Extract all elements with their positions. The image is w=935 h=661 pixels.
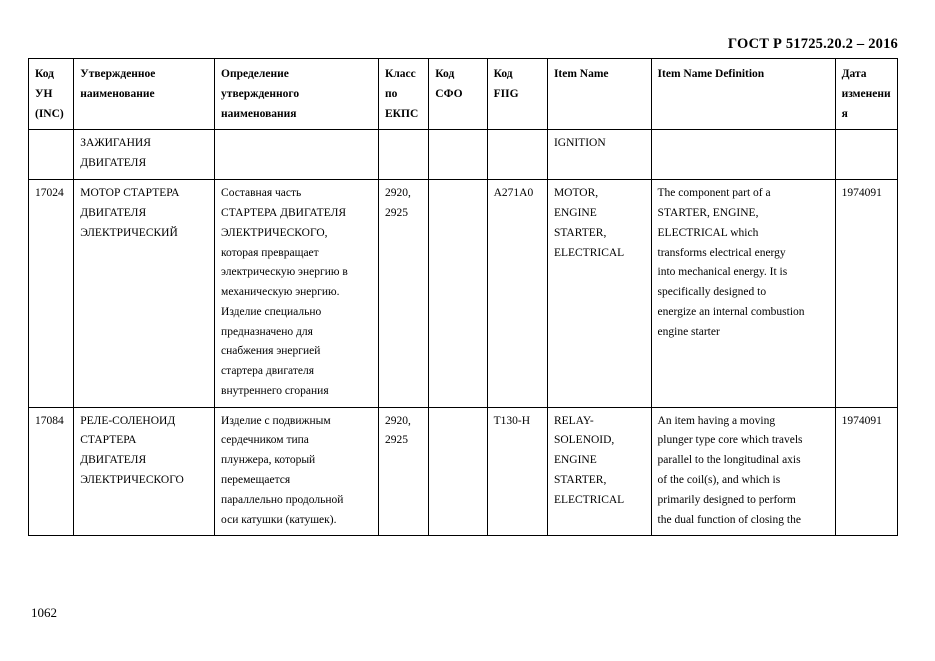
column-header-code <box>29 59 74 130</box>
cell-lines-1-change_date <box>842 184 892 204</box>
cell-text-line: СТАРТЕРА ДВИГАТЕЛЯ <box>221 207 347 220</box>
cell-text-line: MOTOR, <box>553 187 599 200</box>
column-header-line: Код <box>435 68 455 80</box>
cell-class-ekps <box>378 180 428 407</box>
cell-text-line: 2920, <box>384 187 411 200</box>
cell-text-line: 2925 <box>384 207 408 220</box>
column-header-line: по <box>384 87 398 100</box>
cell-lines-2-class_ekps <box>385 412 423 452</box>
cell-text-line: parallel to the longitudinal axis <box>657 454 801 467</box>
column-header-line: Код <box>35 68 55 80</box>
column-header-line: СФО <box>435 87 463 100</box>
cell-text-line: 1974091 <box>841 187 882 200</box>
cell-lines-2-item_name <box>554 412 646 511</box>
cell-text-line: СТАРТЕРА <box>80 434 137 447</box>
cell-lines-1-code <box>35 184 68 204</box>
cell-text-line: механическую энергию. <box>221 286 340 299</box>
cell-code-sfo <box>429 130 487 180</box>
cell-text-line: ENGINE <box>553 207 597 220</box>
column-header-change-date <box>835 59 897 130</box>
cell-text-line: ELECTRICAL <box>553 493 625 506</box>
cell-text-line: into mechanical energy. It is <box>657 266 788 279</box>
cell-text-line: 2920, <box>384 414 411 427</box>
column-header-line: УН <box>35 87 53 100</box>
cell-lines-1-code_fiig <box>494 184 542 204</box>
cell-text-line: плунжера, который <box>221 454 316 467</box>
table-header <box>29 59 898 130</box>
cell-class-ekps <box>378 407 428 536</box>
table-header-row <box>29 59 898 130</box>
cell-change-date <box>835 407 897 536</box>
cell-item-name <box>547 180 651 407</box>
cell-text-line: ЭЛЕКТРИЧЕСКОГО, <box>221 226 328 239</box>
cell-item-name-definition <box>651 180 835 407</box>
cell-text-line: 1974091 <box>841 414 882 427</box>
cell-text-line: 2925 <box>384 434 408 447</box>
table-body <box>29 130 898 536</box>
cell-text-line: ДВИГАТЕЛЯ <box>80 454 147 467</box>
cell-text-line: STARTER, <box>553 474 607 487</box>
cell-text-line: IGNITION <box>553 137 606 150</box>
standard-designation: ГОСТ Р 51725.20.2 – 2016 <box>727 36 898 52</box>
cell-text-line: МОТОР СТАРТЕРА <box>80 187 180 200</box>
column-header-line: Item Name Definition <box>657 68 765 80</box>
column-header-code-fiig <box>487 59 547 130</box>
cell-text-line: SOLENOID, <box>553 434 615 447</box>
cell-code-fiig <box>487 130 547 180</box>
cell-item-name <box>547 407 651 536</box>
cell-text-line: Т130-Н <box>493 414 531 427</box>
cell-lines-1-approved_name <box>80 184 209 243</box>
cell-text-line: снабжения энергией <box>221 345 321 358</box>
cell-text-line: ЗАЖИГАНИЯ <box>80 137 151 150</box>
cell-item-name-definition <box>651 407 835 536</box>
cell-text-line: ДВИГАТЕЛЯ <box>80 207 147 220</box>
cell-text-line: Составная часть <box>221 187 302 200</box>
cell-lines-1-item_name <box>554 184 646 263</box>
column-header-code-sfo <box>429 59 487 130</box>
cell-lines-1-definition <box>221 184 373 401</box>
column-header-definition <box>215 59 379 130</box>
cell-text-line: the dual function of closing the <box>657 513 801 526</box>
column-header-line: наименование <box>80 87 155 100</box>
column-header-line: FIIG <box>493 87 519 100</box>
specification-table <box>28 58 898 536</box>
cell-lines-1-item_name_definition <box>658 184 830 342</box>
cell-text-line: ELECTRICAL which <box>657 226 759 239</box>
cell-text-line: ЭЛЕКТРИЧЕСКИЙ <box>80 226 178 239</box>
cell-text-line: Изделие с подвижным <box>221 414 331 427</box>
table-row <box>29 180 898 407</box>
column-header-approved-name <box>74 59 215 130</box>
cell-text-line: параллельно продольной <box>221 493 344 506</box>
cell-definition <box>215 407 379 536</box>
cell-lines-2-item_name_definition <box>658 412 830 531</box>
cell-approved-name <box>74 407 215 536</box>
cell-lines-2-definition <box>221 412 373 531</box>
column-header-line: Класс <box>384 68 416 80</box>
cell-change-date <box>835 130 897 180</box>
cell-text-line: STARTER, <box>553 226 607 239</box>
cell-text-line: стартера двигателя <box>221 365 314 378</box>
cell-code-sfo <box>429 180 487 407</box>
cell-approved-name <box>74 180 215 407</box>
cell-item-name-definition <box>651 130 835 180</box>
cell-lines-0-item_name <box>554 134 646 154</box>
cell-code-fiig <box>487 407 547 536</box>
cell-text-line: внутреннего сгорания <box>221 384 329 397</box>
cell-lines-2-change_date <box>842 412 892 432</box>
cell-text-line: ЭЛЕКТРИЧЕСКОГО <box>80 474 184 487</box>
cell-definition <box>215 180 379 407</box>
cell-text-line: перемещается <box>221 474 291 487</box>
cell-code <box>29 130 74 180</box>
cell-lines-0-approved_name <box>80 134 209 174</box>
cell-text-line: An item having a moving <box>657 414 776 427</box>
cell-text-line: Изделие специально <box>221 305 322 318</box>
cell-text-line: ДВИГАТЕЛЯ <box>80 157 147 170</box>
cell-class-ekps <box>378 130 428 180</box>
page-number: 1062 <box>31 605 57 620</box>
cell-code-fiig <box>487 180 547 407</box>
cell-lines-1-class_ekps <box>385 184 423 224</box>
cell-item-name <box>547 130 651 180</box>
cell-change-date <box>835 180 897 407</box>
cell-text-line: предназначено для <box>221 325 313 338</box>
cell-code <box>29 407 74 536</box>
column-header-line: я <box>841 107 848 120</box>
cell-text-line: RELAY- <box>553 414 594 427</box>
cell-text-line: of the coil(s), and which is <box>657 474 781 487</box>
cell-definition <box>215 130 379 180</box>
column-header-line: ЕКПС <box>384 107 419 120</box>
cell-text-line: specifically designed to <box>657 286 767 299</box>
cell-text-line: engine starter <box>657 325 720 338</box>
column-header-line: Определение <box>221 68 289 80</box>
column-header-line: наименования <box>221 107 297 120</box>
cell-text-line: электрическую энергию в <box>221 266 348 279</box>
column-header-line: Дата <box>841 68 867 80</box>
cell-text-line: 17084 <box>35 414 64 427</box>
cell-text-line: ELECTRICAL <box>553 246 625 259</box>
cell-lines-2-approved_name <box>80 412 209 491</box>
cell-text-line: The component part of a <box>657 187 771 200</box>
cell-text-line: ENGINE <box>553 454 597 467</box>
column-header-line: изменени <box>841 87 891 100</box>
column-header-line: Item Name <box>553 68 609 80</box>
column-header-item-name-definition <box>651 59 835 130</box>
cell-text-line: 17024 <box>35 187 64 200</box>
table-row <box>29 130 898 180</box>
cell-code-sfo <box>429 407 487 536</box>
cell-text-line: plunger type core which travels <box>657 434 803 447</box>
cell-approved-name <box>74 130 215 180</box>
column-header-line: (INC) <box>35 107 64 120</box>
column-header-line: утвержденного <box>221 87 300 100</box>
cell-text-line: STARTER, ENGINE, <box>657 207 759 220</box>
cell-text-line: которая превращает <box>221 246 319 259</box>
cell-text-line: оси катушки (катушек). <box>221 513 337 526</box>
column-header-class-ekps <box>378 59 428 130</box>
column-header-item-name <box>547 59 651 130</box>
cell-lines-2-code_fiig <box>494 412 542 432</box>
table-row <box>29 407 898 536</box>
cell-text-line: сердечником типа <box>221 434 309 447</box>
cell-text-line: primarily designed to perform <box>657 493 796 506</box>
column-header-line: Код <box>493 68 513 80</box>
cell-text-line: transforms electrical energy <box>657 246 786 259</box>
cell-code <box>29 180 74 407</box>
column-header-line: Утвержденное <box>80 68 156 80</box>
cell-text-line: energize an internal combustion <box>657 305 805 318</box>
cell-text-line: РЕЛЕ-СОЛЕНОИД <box>80 414 176 427</box>
cell-text-line: А271А0 <box>493 187 534 200</box>
cell-lines-2-code <box>35 412 68 432</box>
